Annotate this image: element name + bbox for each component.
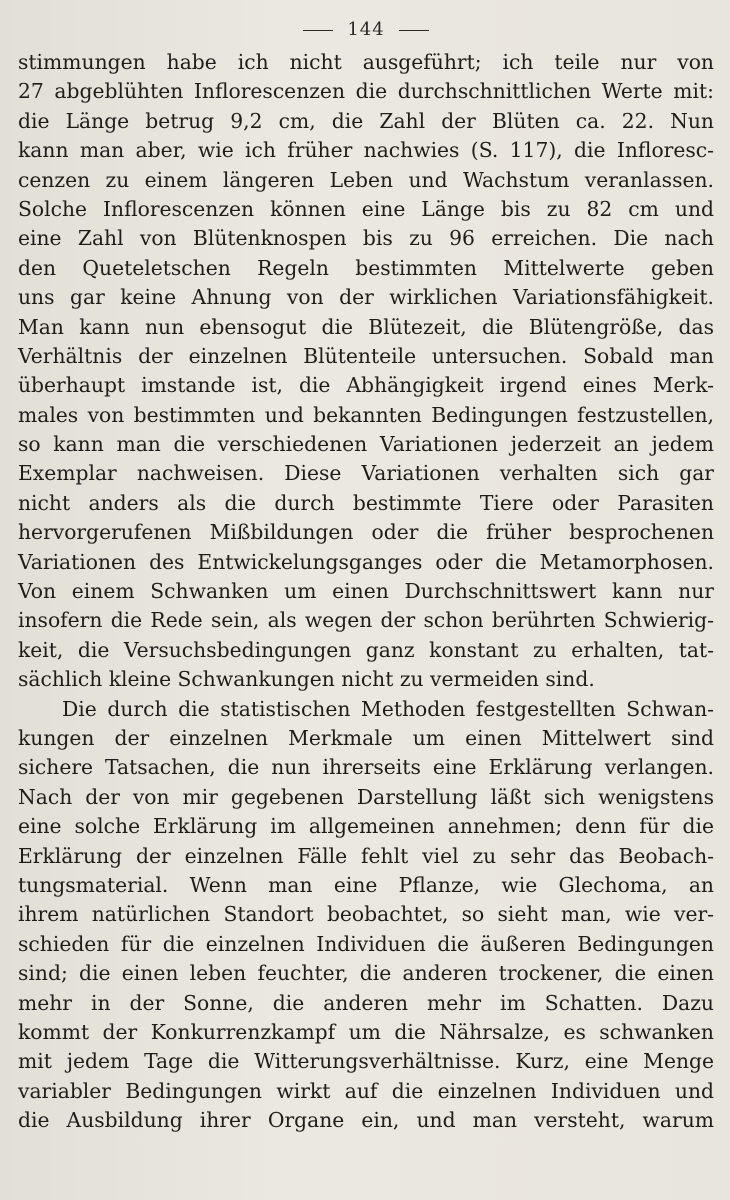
text-line: Nach der von mir gegebenen Darstellung läßt sich wenigstens	[18, 784, 714, 809]
text-line: Verhältnis der einzelnen Blütenteile untersuchen. Sobald man	[18, 343, 714, 368]
text-line: 27 abgeblühten Inflorescenzen die durchschnittlichen Werte mit:	[18, 79, 714, 104]
text-line: Man kann nun ebensogut die Blütezeit, die Blütengröße, das	[18, 314, 714, 339]
text-line: males von bestimmten und bekannten Bedingungen festzustellen,	[18, 402, 714, 427]
paragraph-2	[18, 695, 714, 1136]
text-line: Exemplar nachweisen. Diese Variationen verhalten sich gar	[18, 461, 714, 486]
text-line: kungen der einzelnen Merkmale um einen Mittelwert sind	[18, 725, 714, 750]
text-line: die Ausbildung ihrer Organe ein, und man versteht, warum	[18, 1108, 714, 1133]
text-line: Variationen des Entwickelungsganges oder die Metamorphosen.	[18, 549, 714, 574]
text-line: Die durch die statistischen Methoden festgestellten Schwan-	[62, 696, 714, 721]
text-line: mehr in der Sonne, die anderen mehr im Schatten. Dazu	[18, 990, 714, 1015]
header-dash-right	[399, 30, 429, 31]
text-line: die Länge betrug 9,2 cm, die Zahl der Blüten ca. 22. Nun	[18, 108, 714, 133]
text-line: schieden für die einzelnen Individuen die äußeren Bedingungen	[18, 931, 714, 956]
text-line: Solche Inflorescenzen können eine Länge bis zu 82 cm und	[18, 196, 714, 221]
text-line: den Queteletschen Regeln bestimmten Mittelwerte geben	[18, 255, 714, 280]
text-line: nicht anders als die durch bestimmte Tiere oder Parasiten	[18, 490, 714, 515]
text-line: so kann man die verschiedenen Variationen jederzeit an jedem	[18, 432, 714, 457]
text-line: eine Zahl von Blütenknospen bis zu 96 erreichen. Die nach	[18, 226, 714, 251]
text-line: uns gar keine Ahnung von der wirklichen Variationsfähigkeit.	[18, 285, 714, 310]
text-line: eine solche Erklärung im allgemeinen annehmen; denn für die	[18, 814, 714, 839]
page-header	[18, 14, 714, 48]
text-line: cenzen zu einem längeren Leben und Wachstum veranlassen.	[18, 167, 714, 192]
text-line: hervorgerufenen Mißbildungen oder die früher besprochenen	[18, 520, 714, 545]
text-line: mit jedem Tage die Witterungsverhältnisse. Kurz, eine Menge	[18, 1049, 714, 1074]
text-line: tungsmaterial. Wenn man eine Pflanze, wie Glechoma, an	[18, 872, 714, 897]
text-line: kommt der Konkurrenzkampf um die Nährsalze, es schwanken	[18, 1019, 714, 1044]
page-number: 144	[347, 19, 385, 40]
text-line: ihrem natürlichen Standort beobachtet, so sieht man, wie ver-	[18, 902, 714, 927]
text-line: keit, die Versuchsbedingungen ganz konstant zu erhalten, tat-	[18, 637, 714, 662]
text-line: kann man aber, wie ich früher nachwies (S. 117), die Infloresc-	[18, 138, 714, 163]
paragraph-1	[18, 48, 714, 695]
text-line: Von einem Schwanken um einen Durchschnittswert kann nur	[18, 579, 714, 604]
text-line: variabler Bedingungen wirkt auf die einzelnen Individuen und	[18, 1078, 714, 1103]
text-line: insofern die Rede sein, als wegen der schon berührten Schwierig-	[18, 608, 714, 633]
text-line: sichere Tatsachen, die nun ihrerseits eine Erklärung verlangen.	[18, 755, 714, 780]
header-dash-left	[303, 30, 333, 31]
text-line: überhaupt imstande ist, die Abhängigkeit irgend eines Merk-	[18, 373, 714, 398]
body-text	[18, 48, 714, 1135]
text-line: Erklärung der einzelnen Fälle fehlt viel zu sehr das Beobach-	[18, 843, 714, 868]
text-line: sächlich kleine Schwankungen nicht zu vermeiden sind.	[18, 667, 595, 692]
text-line: sind; die einen leben feuchter, die anderen trockener, die einen	[18, 961, 714, 986]
text-line: stimmungen habe ich nicht ausgeführt; ich teile nur von	[18, 50, 714, 74]
